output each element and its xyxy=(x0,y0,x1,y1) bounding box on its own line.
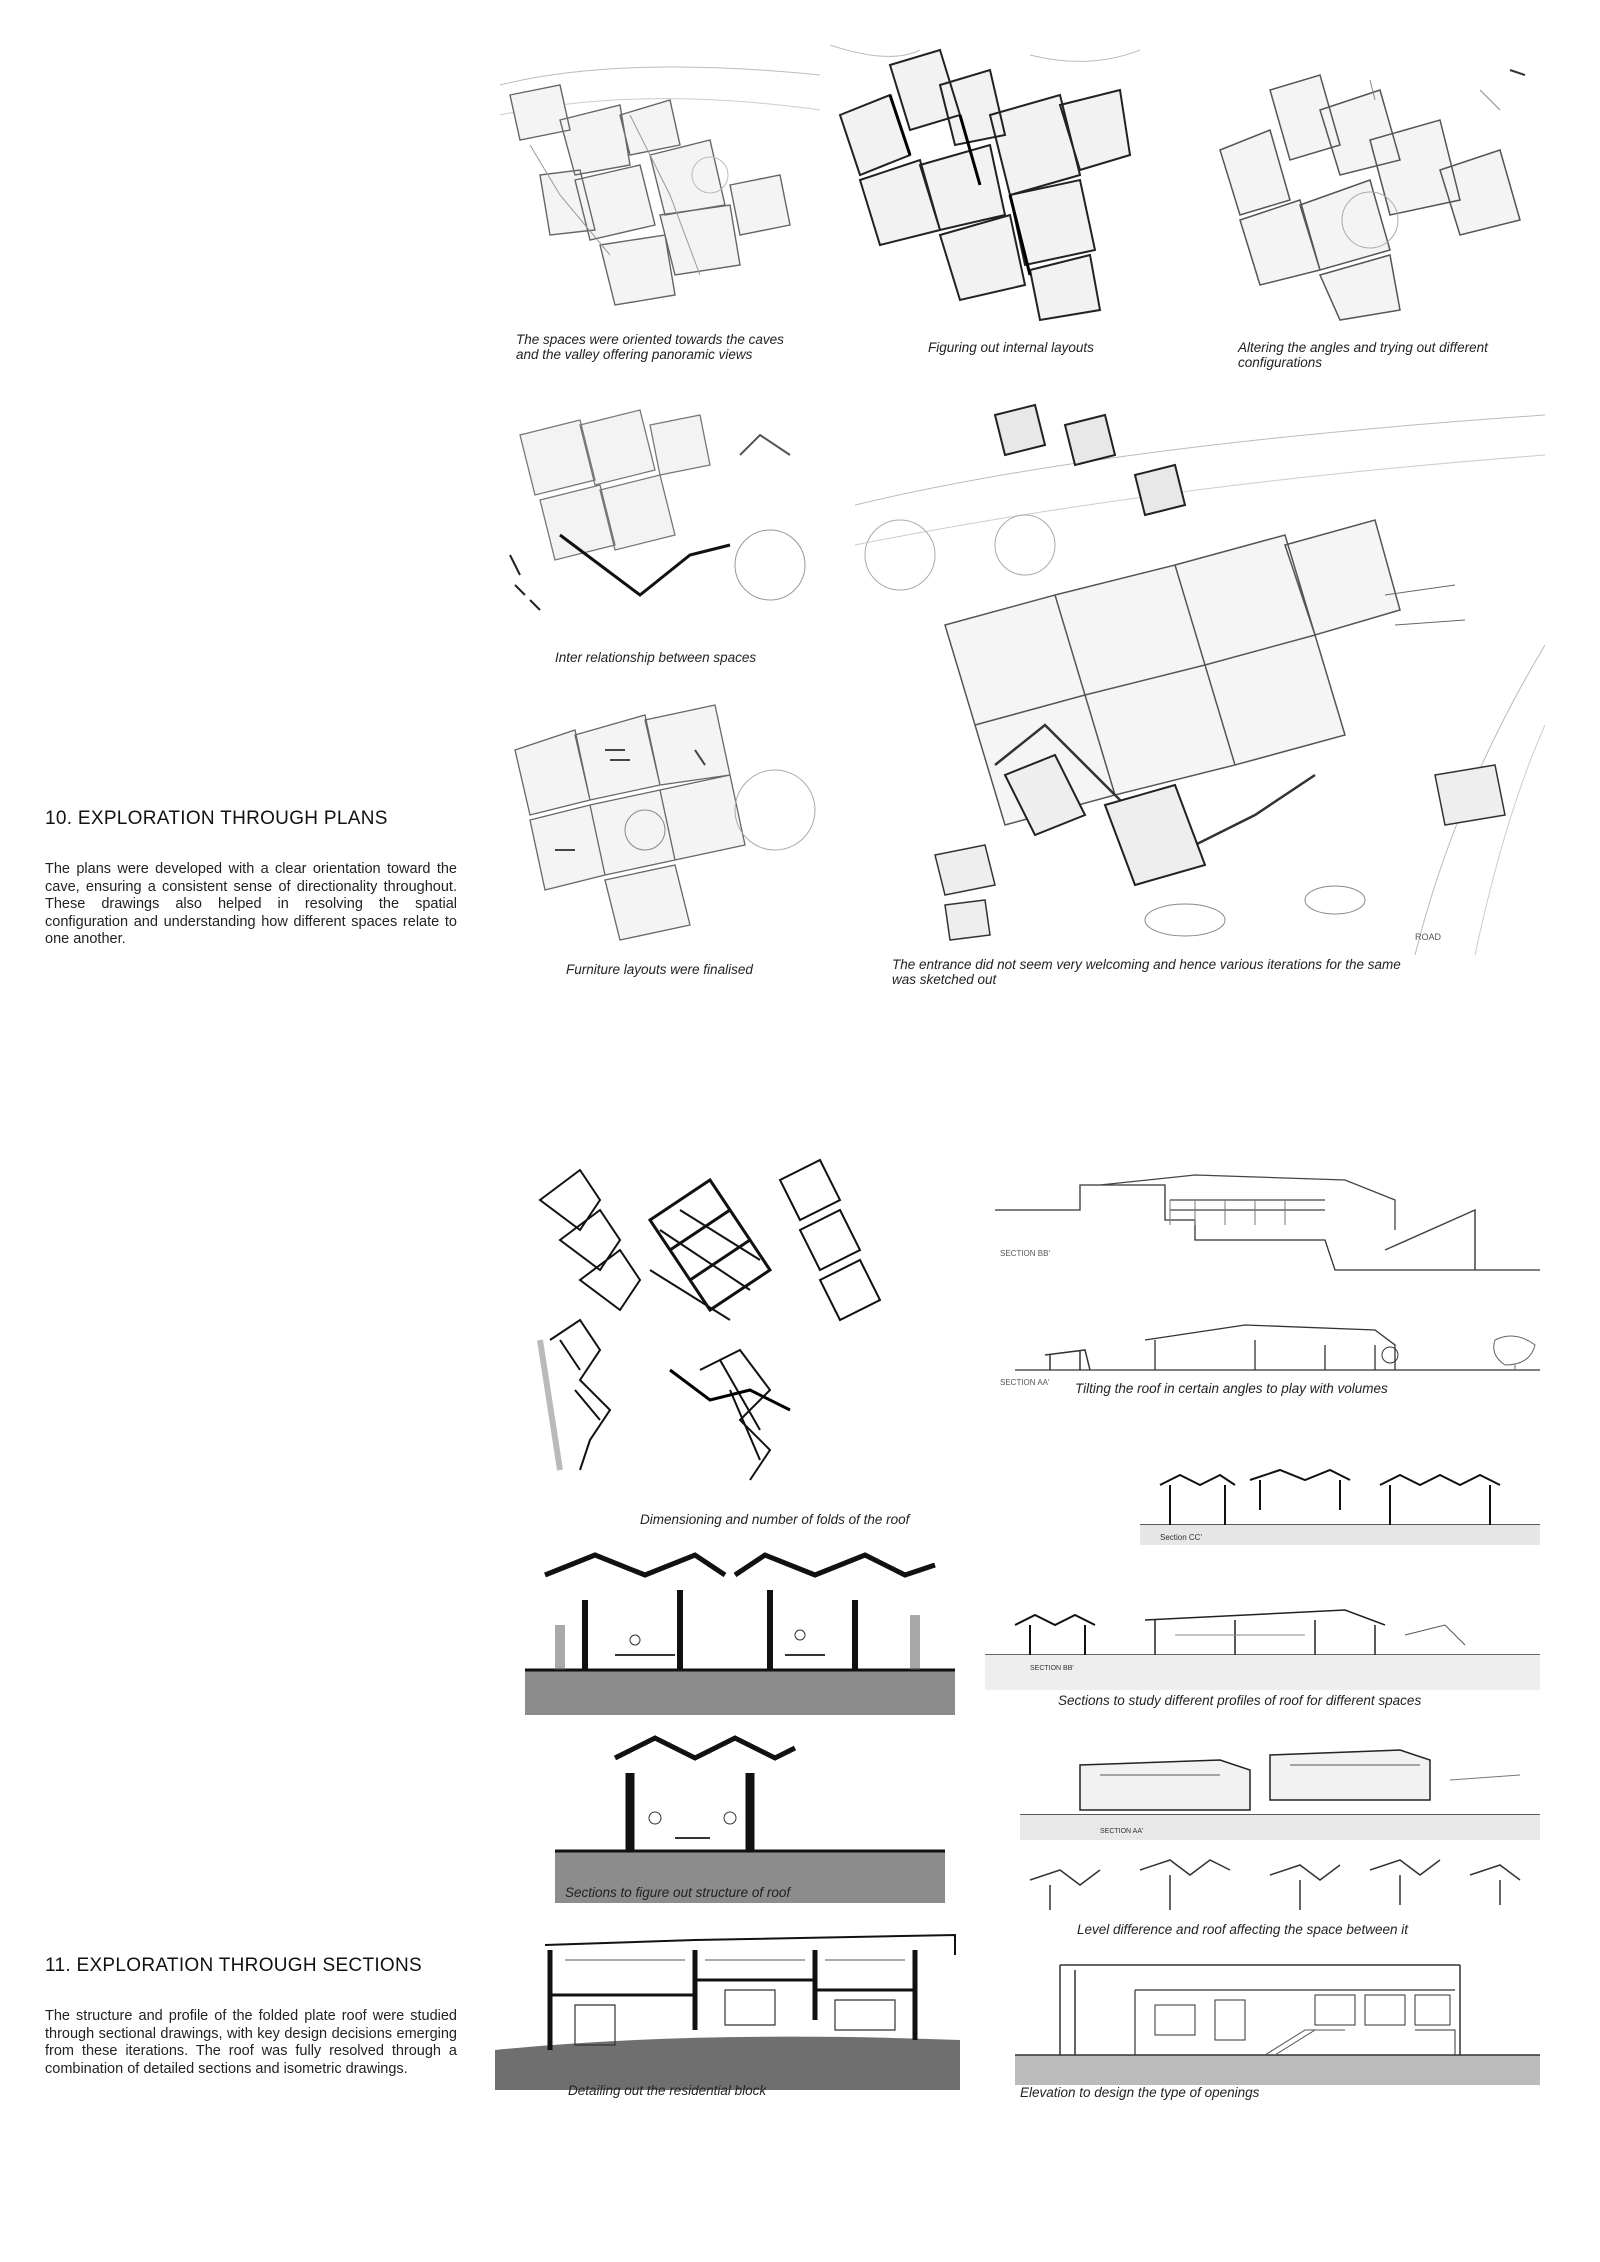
elevation-openings-drawing xyxy=(1015,1950,1540,2085)
elevation-openings xyxy=(1015,1950,1540,2085)
section-structure-roof-drawing xyxy=(555,1733,945,1903)
plan-sketch-internal-layouts xyxy=(830,45,1140,330)
section-sketch-cc-drawing xyxy=(1140,1455,1540,1565)
sketch-label-section-aa: SECTION AA' xyxy=(1000,1378,1050,1387)
section-sketch-level-difference-drawing xyxy=(1020,1735,1540,1845)
caption-furniture: Furniture layouts were finalised xyxy=(566,962,753,977)
plan-sketch-angles xyxy=(1200,50,1540,330)
caption-oriented: The spaces were oriented towards the caves and the valley offering panoramic views xyxy=(516,332,784,362)
detailed-section-double-roof xyxy=(525,1545,955,1715)
caption-residential-block: Detailing out the residential block xyxy=(568,2083,767,2098)
roof-folds-sketch xyxy=(520,1140,900,1490)
plan-sketch-furniture xyxy=(495,690,830,950)
plan-sketch-entrance xyxy=(855,395,1545,955)
sketch-label-road: ROAD xyxy=(1415,932,1442,942)
section-sketch-level-difference xyxy=(1020,1735,1540,1845)
caption-tilting-roof: Tilting the roof in certain angles to play with volumes xyxy=(1075,1381,1388,1396)
section-sketch-bb-profiles xyxy=(985,1595,1540,1695)
sketch-label-section-bb: SECTION BB' xyxy=(1000,1249,1050,1258)
caption-level-difference: Level difference and roof affecting the space between it xyxy=(1077,1922,1408,1937)
section-sketch-aa xyxy=(995,1310,1540,1390)
detailed-section-double-roof-drawing xyxy=(525,1545,955,1715)
plan-sketch-orientation xyxy=(500,55,820,325)
plan-sketch-orientation-drawing xyxy=(500,55,820,325)
paragraph-exploration-plans: The plans were developed with a clear orientation toward the cave, ensuring a consistent sense of directionality throughout. These drawings also helped in resolving the spatial configuration and understanding how different spaces relate to one another. xyxy=(45,861,457,947)
plan-sketch-entrance-drawing xyxy=(855,395,1545,955)
caption-elevation: Elevation to design the type of openings xyxy=(1020,2085,1260,2100)
section-sketch-aa-drawing xyxy=(995,1310,1540,1390)
section-structure-roof xyxy=(555,1733,945,1903)
section-residential-block-drawing xyxy=(495,1920,960,2090)
plan-sketch-furniture-drawing xyxy=(495,690,830,950)
caption-roof-profiles: Sections to study different profiles of roof for different spaces xyxy=(1058,1693,1422,1708)
plan-sketch-interrelationship xyxy=(500,395,820,650)
caption-entrance: The entrance did not seem very welcoming and hence various iterations for the same was sketched out xyxy=(892,957,1401,987)
caption-interrelationship: Inter relationship between spaces xyxy=(555,650,757,665)
section-sketch-bb-drawing xyxy=(995,1170,1540,1280)
plan-sketch-angles-drawing xyxy=(1200,50,1540,330)
sketch-label-section-aa2: SECTION AA' xyxy=(1100,1828,1144,1835)
section-residential-block xyxy=(495,1920,960,2090)
paragraph-exploration-sections: The structure and profile of the folded plate roof were studied through sectional drawings, with key design decisions emerging from these iterations. The roof was fully resolved through a combination of detailed sections and isometric drawings. xyxy=(45,2008,457,2077)
heading-exploration-sections: 11. EXPLORATION THROUGH SECTIONS xyxy=(45,1955,423,1976)
roof-folds-strip-drawing xyxy=(1020,1850,1540,1920)
section-sketch-bb xyxy=(995,1170,1540,1280)
sketch-label-section-bb2: SECTION BB' xyxy=(1030,1665,1074,1672)
roof-folds-sketch-drawing xyxy=(520,1140,900,1490)
caption-roof-folds: Dimensioning and number of folds of the roof xyxy=(640,1512,910,1527)
roof-folds-strip xyxy=(1020,1850,1540,1920)
sketch-label-section-cc: Section CC' xyxy=(1160,1533,1202,1542)
caption-structure-roof: Sections to figure out structure of roof xyxy=(565,1885,791,1900)
section-sketch-bb-profiles-drawing xyxy=(985,1595,1540,1695)
heading-exploration-plans: 10. EXPLORATION THROUGH PLANS xyxy=(45,808,388,829)
plan-sketch-interrelationship-drawing xyxy=(500,395,820,650)
section-sketch-cc xyxy=(1140,1455,1540,1565)
caption-internal-layouts: Figuring out internal layouts xyxy=(928,340,1094,355)
plan-sketch-internal-layouts-drawing xyxy=(830,45,1140,330)
caption-angles: Altering the angles and trying out different configurations xyxy=(1238,340,1488,370)
